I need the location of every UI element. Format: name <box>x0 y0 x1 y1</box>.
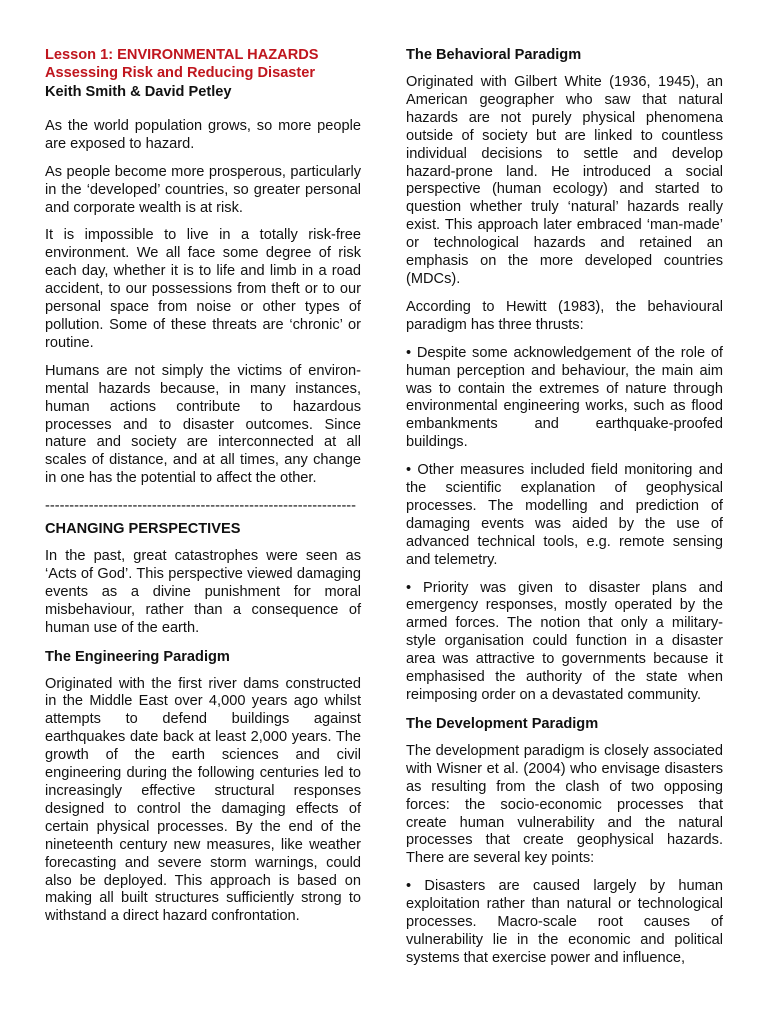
lesson-subtitle: Assessing Risk and Reducing Disaster <box>45 65 316 81</box>
paragraph: It is impossible to live in a totally risk-free environment. We all face some degree of risk each day, whether it is to life and limb in a road accident, to our possessions from theft or to our personal space from noise or other types of pollution. Some of these threats are ‘chronic’ or routine. <box>45 227 361 351</box>
paragraph: Humans are not simply the victims of environ-mental hazards because, in many instances, human actions contribute to hazardous processes and to disaster outcomes. Since nature and society are interconnected at all scales of distance, and at all times, any change in one has the potential to affect the other. <box>45 362 361 487</box>
bullet-paragraph: • Priority was given to disaster plans and emergency responses, mostly operated by the armed forces. The notion that only a military-style organisation could function in a disaster area was attractive to governments because it emphasised the authority of the state when reimposing order on a devastated community. <box>406 579 723 703</box>
section-heading-changing-perspectives: CHANGING PERSPECTIVES <box>45 521 241 538</box>
left-column <box>45 46 361 936</box>
bullet-paragraph: • Disasters are caused largely by human exploitation rather than natural or technological processes. Macro-scale root causes of vulnerability lie in the economic and political systems that exercise power and influence, <box>406 878 723 966</box>
section-divider: ---------------------------------------------------------------- <box>45 498 357 515</box>
paragraph: According to Hewitt (1983), the behavioural paradigm has three thrusts: <box>406 298 723 333</box>
paragraph: As the world population grows, so more people are exposed to hazard. <box>45 117 361 152</box>
lesson-title: Lesson 1: ENVIRONMENTAL HAZARDS <box>45 47 319 63</box>
paragraph: Originated with Gilbert White (1936, 1945), an American geographer who saw that natural hazards are not purely physical phenomena outside of society but are linked to countless individual decisions to settle and develop hazard-prone land. He introduced a social perspective (human ecology) and started to question whether truly ‘natural’ hazards really exist. This approach later embraced ‘man-made’ or technological hazards and retained an emphasis on the more developed countries (MDCs). <box>406 74 723 287</box>
heading-behavioral-paradigm: The Behavioral Paradigm <box>406 47 582 63</box>
paragraph: As people become more prosperous, particularly in the ‘developed’ countries, so greater personal and corporate wealth is at risk. <box>45 163 361 216</box>
heading-development-paradigm: The Development Paradigm <box>406 715 599 732</box>
right-column <box>406 46 723 978</box>
bullet-paragraph: • Other measures included field monitoring and the scientific explanation of geophysical processes. The modelling and prediction of damaging events was aided by the use of advanced technical tools, e.g. remote sensing and telemetry. <box>406 462 723 568</box>
paragraph: In the past, great catastrophes were seen as ‘Acts of God’. This perspective viewed damaging events as a divine punishment for moral misbehaviour, rather than a consequence of human use of the earth. <box>45 548 361 636</box>
paragraph: Originated with the first river dams constructed in the Middle East over 4,000 years ago whilst attempts to defend buildings against earthquakes date back at least 2,000 years. The growth of the earth sciences and civil engineering during the following centuries led to increasingly effective structural responses designed to control the damaging effects of certain physical processes. By the end of the nineteenth century new measures, like weather forecasting and severe storm warnings, could also be deployed. This approach is based on making all built structures sufficiently strong to withstand a direct hazard confrontation. <box>45 675 361 925</box>
bullet-paragraph: • Despite some acknowledgement of the role of human perception and behaviour, the main aim was to contain the extremes of nature through environmental engineering works, such as flood embankments and earthquake-proofed buildings. <box>406 344 723 451</box>
authors: Keith Smith & David Petley <box>45 84 232 100</box>
heading-engineering-paradigm: The Engineering Paradigm <box>45 648 230 665</box>
paragraph: The development paradigm is closely associated with Wisner et al. (2004) who envisage disasters as resulting from the clash of two opposing forces: the socio-economic processes that create human vulnerability and the natural processes that create geophysical hazards. There are several key points: <box>406 742 723 867</box>
